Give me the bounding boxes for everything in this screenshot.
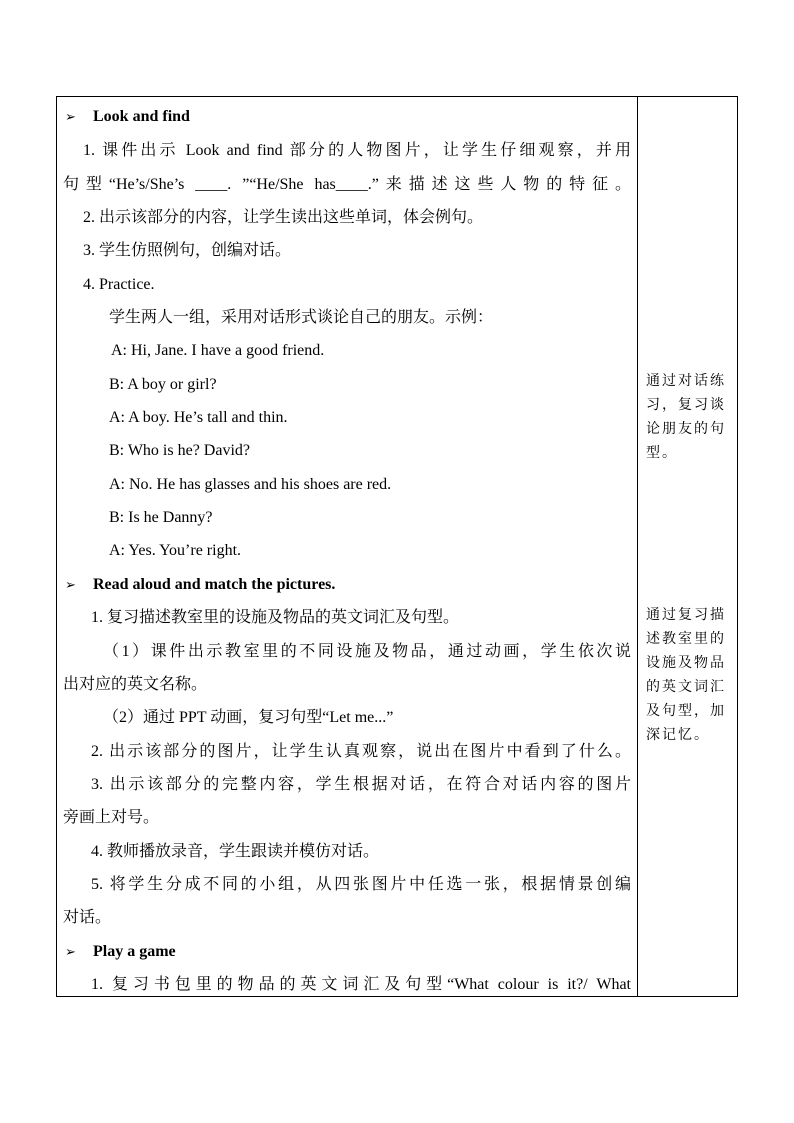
step-text: 2. 出示该部分的图片，让学生认真观察，说出在图片中看到了什么。	[91, 743, 631, 760]
step-text: （2）通过 PPT 动画，复习句型“Let me...”	[103, 709, 394, 726]
section-look-and-find-heading: ➢ Look and find	[65, 107, 190, 128]
step-text: 4. 教师播放录音，学生跟读并模仿对话。	[91, 843, 380, 860]
dialogue-line: A: Yes. You’re right.	[109, 542, 242, 559]
step-text: 对话。	[63, 909, 112, 926]
design-intent-column	[638, 97, 738, 996]
dialogue-line: B: Is he Danny?	[109, 509, 213, 526]
dialogue-line: B: Who is he? David?	[109, 442, 251, 459]
arrow-bullet-icon: ➢	[65, 945, 76, 960]
dialogue-line: A: Hi, Jane. I have a good friend.	[111, 342, 325, 359]
step-text: 5. 将学生分成不同的小组，从四张图片中任选一张，根据情景创编	[91, 876, 631, 893]
design-note-classroom: 通过复习描 述教室里的 设施及物品 的英文词汇 及句型，加 深记忆。	[646, 607, 726, 743]
lesson-plan-table	[56, 96, 738, 997]
step-text: 学生两人一组，采用对话形式谈论自己的朋友。示例：	[109, 309, 494, 326]
dialogue-line: A: No. He has glasses and his shoes are red.	[109, 476, 392, 493]
teaching-process-column	[57, 97, 637, 996]
step-text: 2. 出示该部分的内容，让学生读出这些单词，体会例句。	[83, 209, 484, 226]
step-text: 1. 复习描述教室里的设施及物品的英文词汇及句型。	[91, 609, 460, 626]
section-read-aloud-heading: ➢ Read aloud and match the pictures.	[65, 575, 335, 596]
step-text: 出对应的英文名称。	[63, 676, 208, 693]
arrow-bullet-icon: ➢	[65, 578, 76, 593]
dialogue-line: B: A boy or girl?	[109, 376, 217, 393]
step-text: 旁画上对号。	[63, 809, 160, 826]
step-text: 3. 学生仿照例句，创编对话。	[83, 242, 292, 259]
section-play-a-game-heading: ➢ Play a game	[65, 942, 176, 963]
design-note-dialogue: 通过对话练 习，复习谈 论朋友的句 型。	[646, 373, 726, 461]
step-text: 1. 复习书包里的物品的英文词汇及句型“What colour is it?/ What	[91, 976, 631, 993]
step-text: 3. 出示该部分的完整内容，学生根据对话，在符合对话内容的图片	[91, 776, 631, 793]
step-text: 1. 课件出示 Look and find 部分的人物图片，让学生仔细观察，并用	[83, 142, 631, 159]
arrow-bullet-icon: ➢	[65, 110, 76, 125]
step-text: 4. Practice.	[83, 276, 155, 293]
step-text: 句型“He’s/She’s ____. ”“He/She has____.”来描述这些人物的特征。	[63, 176, 631, 193]
step-text: （1）课件出示教室里的不同设施及物品，通过动画，学生依次说	[103, 643, 631, 660]
dialogue-line: A: A boy. He’s tall and thin.	[109, 409, 288, 426]
